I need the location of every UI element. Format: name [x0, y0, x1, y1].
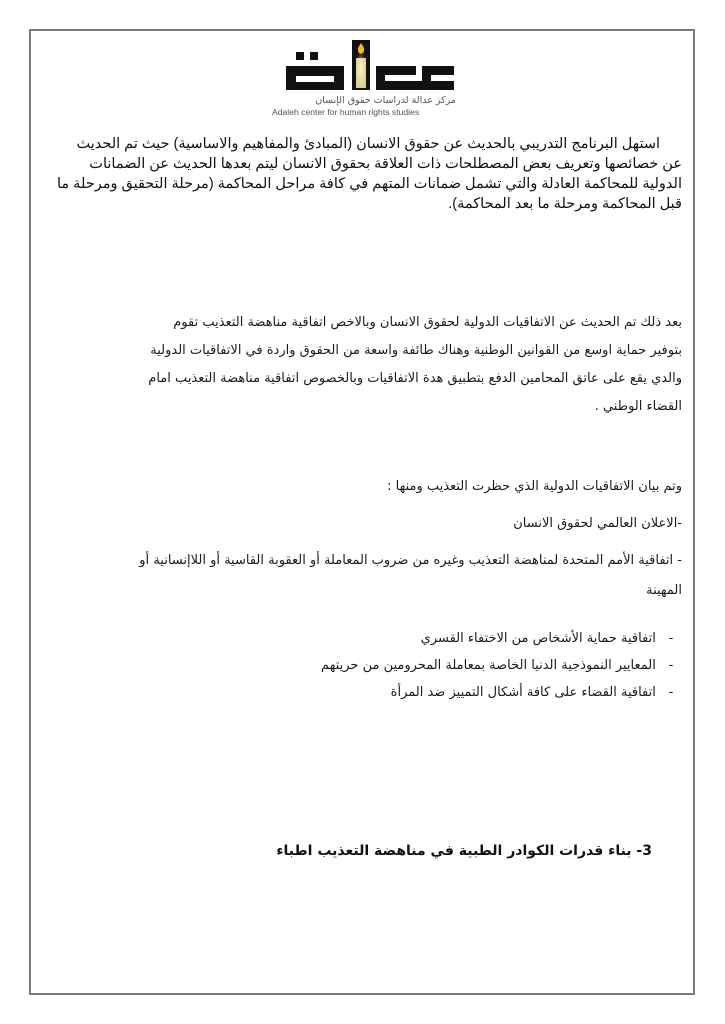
bullet-dash-icon: -	[668, 658, 674, 673]
adaleh-logo	[272, 40, 460, 118]
bullet-dash-icon: -	[668, 631, 674, 646]
conventions-intro: وتم بيان الاتفاقيات الدولية الذي حظرت التعذيب ومنها :	[387, 479, 682, 494]
convention-item-continuation: المهينة	[646, 583, 682, 598]
paragraph-line: قبل المحاكمة ومرحلة ما بعد المحاكمة).	[448, 196, 682, 212]
conventions-paragraph	[148, 309, 682, 421]
paragraph-line: والدي يقع على عاتق المحامين الدفع بتطبيق هدة الاتفاقيات وبالخصوص اتفاقية مناهضة التعذيب امام	[148, 371, 682, 386]
list-item-text: اتفاقية حماية الأشخاص من الاختفاء القسري	[420, 631, 656, 646]
logo-subtitle-english: Adaleh center for human rights studies	[272, 107, 420, 117]
convention-item: - اتفاقية الأمم المتحدة لمناهضة التعذيب وغيره من ضروب المعاملة أو العقوبة القاسية أو اللاإنسانية أو	[139, 553, 682, 568]
list-item	[321, 652, 682, 679]
paragraph-line: بعد ذلك تم الحديث عن الاتفاقيات الدولية لحقوق الانسان وبالاخص اتفاقية مناهضة التعذيب تقوم	[173, 315, 682, 330]
paragraph-line: الدولية للمحاكمة العادلة والتي تشمل ضمانات المتهم في كافة مراحل المحاكمة (مرحلة التحقيق ومرحلة ما	[56, 176, 682, 192]
list-item	[321, 625, 682, 652]
paragraph-line: بتوفير حماية اوسع من القوانين الوطنية وهناك طائفة واسعة من الحقوق واردة في الاتفاقيات الدولية	[150, 343, 682, 358]
paragraph-line: استهل البرنامج التدريبي بالحديث عن حقوق الانسان (المبادئ والمفاهيم والاساسية) حيث تم الحديث	[76, 136, 660, 152]
list-item-text: المعايير النموذجية الدنيا الخاصة بمعاملة المحرومين من حريتهم	[321, 658, 656, 673]
intro-paragraph	[57, 134, 682, 214]
section-heading: 3- بناء قدرات الكوادر الطبية في مناهضة التعذيب اطباء	[276, 843, 652, 859]
bullet-dash-icon: -	[668, 685, 674, 700]
logo-subtitle-arabic: مركز عدالة لدراسات حقوق الإنسان	[315, 95, 456, 106]
list-item	[321, 679, 682, 706]
paragraph-line: عن خصائصها وتعريف بعض المصطلحات ذات العلاقة بحقوق الانسان ليتم بعدها الحديث عن الضمانات	[89, 156, 682, 172]
convention-item: -الاعلان العالمي لحقوق الانسان	[513, 516, 682, 531]
adaleh-wordmark-icon	[272, 40, 460, 96]
paragraph-line: القضاء الوطني .	[594, 399, 682, 414]
list-item-text: اتفاقية القضاء على كافة أشكال التمييز ضد المرأة	[390, 685, 656, 700]
bulleted-list	[321, 625, 682, 706]
